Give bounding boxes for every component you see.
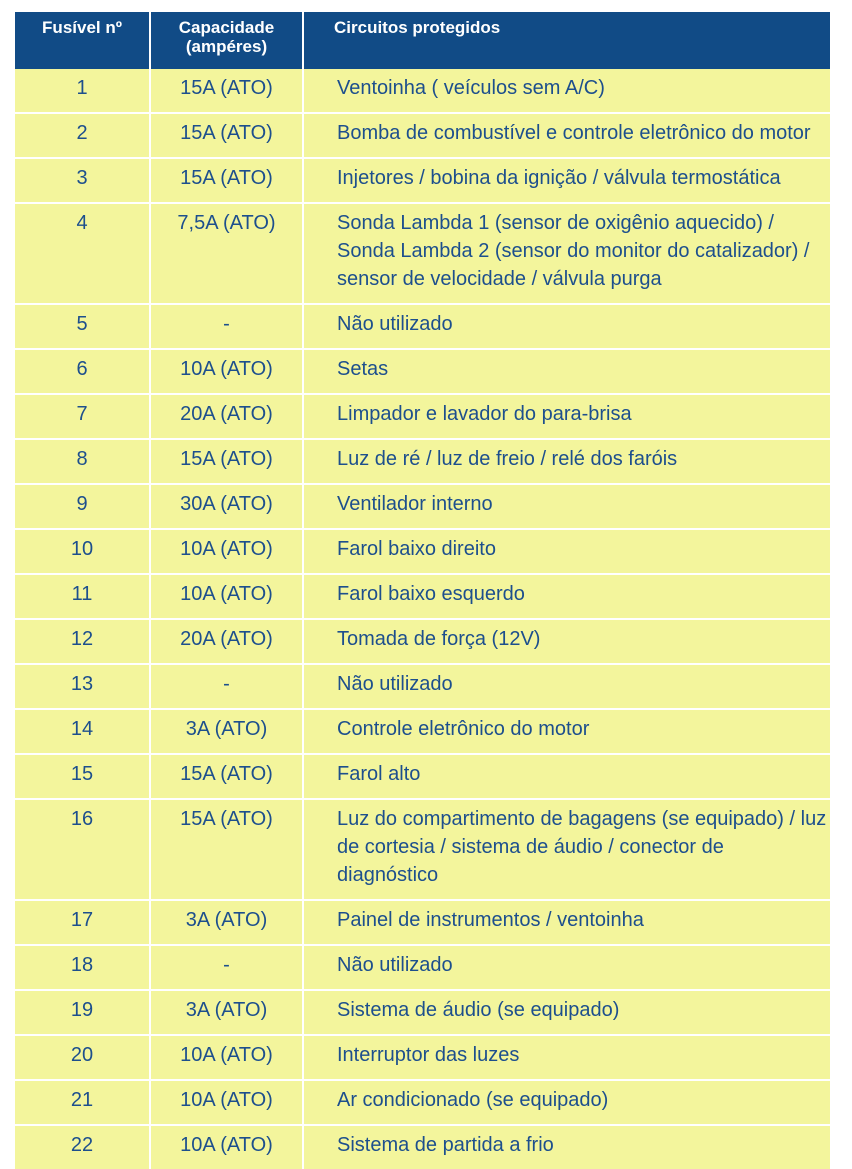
circuit-cell: Luz de ré / luz de freio / relé dos faróis [303, 439, 830, 484]
table-row [15, 619, 830, 664]
capacity-cell: 30A (ATO) [150, 484, 303, 529]
fuse-number-cell: 1 [15, 69, 150, 113]
capacity-cell: 10A (ATO) [150, 574, 303, 619]
fuse-number-cell: 2 [15, 113, 150, 158]
table-row [15, 990, 830, 1035]
table-row [15, 574, 830, 619]
table-row [15, 664, 830, 709]
circuit-cell: Não utilizado [303, 664, 830, 709]
circuit-cell: Bomba de combustível e controle eletrônico do motor [303, 113, 830, 158]
circuit-cell: Limpador e lavador do para-brisa [303, 394, 830, 439]
capacity-cell: 15A (ATO) [150, 113, 303, 158]
fuse-number-cell: 14 [15, 709, 150, 754]
header-fuse-number: Fusível nº [15, 12, 150, 69]
capacity-cell: 15A (ATO) [150, 158, 303, 203]
fuse-number-cell: 18 [15, 945, 150, 990]
fuse-number-cell: 6 [15, 349, 150, 394]
table-row [15, 754, 830, 799]
table-row [15, 709, 830, 754]
capacity-cell: 7,5A (ATO) [150, 203, 303, 304]
header-capacity-line2: (ampéres) [185, 37, 268, 56]
circuit-cell: Setas [303, 349, 830, 394]
fuse-number-cell: 20 [15, 1035, 150, 1080]
fuse-number-cell: 12 [15, 619, 150, 664]
circuit-cell: Não utilizado [303, 945, 830, 990]
table-row [15, 349, 830, 394]
table-row [15, 529, 830, 574]
capacity-cell: 10A (ATO) [150, 1080, 303, 1125]
fuse-number-cell: 10 [15, 529, 150, 574]
capacity-cell: 3A (ATO) [150, 709, 303, 754]
table-row [15, 1080, 830, 1125]
capacity-cell: 3A (ATO) [150, 990, 303, 1035]
fuse-number-cell: 7 [15, 394, 150, 439]
table-row [15, 69, 830, 113]
header-capacity [150, 12, 303, 69]
circuit-cell: Ventoinha ( veículos sem A/C) [303, 69, 830, 113]
table-row [15, 394, 830, 439]
fuse-number-cell: 19 [15, 990, 150, 1035]
table-row [15, 1035, 830, 1080]
circuit-cell: Tomada de força (12V) [303, 619, 830, 664]
fuse-number-cell: 3 [15, 158, 150, 203]
table-row [15, 439, 830, 484]
fuse-number-cell: 8 [15, 439, 150, 484]
capacity-cell: 15A (ATO) [150, 754, 303, 799]
header-capacity-line1: Capacidade [178, 18, 275, 37]
capacity-cell: 20A (ATO) [150, 619, 303, 664]
capacity-cell: 15A (ATO) [150, 69, 303, 113]
capacity-cell: 15A (ATO) [150, 799, 303, 900]
fuse-number-cell: 4 [15, 203, 150, 304]
header-row [15, 12, 830, 69]
capacity-cell: 10A (ATO) [150, 1035, 303, 1080]
circuit-cell: Farol baixo direito [303, 529, 830, 574]
table-row [15, 203, 830, 304]
circuit-cell: Farol alto [303, 754, 830, 799]
fuse-number-cell: 13 [15, 664, 150, 709]
circuit-cell: Não utilizado [303, 304, 830, 349]
table-body [15, 69, 830, 1169]
capacity-cell: 15A (ATO) [150, 439, 303, 484]
table-row [15, 900, 830, 945]
table-row [15, 1125, 830, 1169]
table-row [15, 484, 830, 529]
fuse-number-cell: 9 [15, 484, 150, 529]
circuit-cell: Controle eletrônico do motor [303, 709, 830, 754]
circuit-cell: Sistema de partida a frio [303, 1125, 830, 1169]
fuse-number-cell: 11 [15, 574, 150, 619]
fuse-table-container [15, 12, 830, 1169]
fuse-number-cell: 16 [15, 799, 150, 900]
table-row [15, 113, 830, 158]
circuit-cell: Injetores / bobina da ignição / válvula termostática [303, 158, 830, 203]
fuse-number-cell: 22 [15, 1125, 150, 1169]
table-row [15, 304, 830, 349]
circuit-cell: Ventilador interno [303, 484, 830, 529]
circuit-cell: Sonda Lambda 1 (sensor de oxigênio aquecido) / Sonda Lambda 2 (sensor do monitor do catalizador) / sensor de velocidade / válvula purga [303, 203, 830, 304]
fuse-number-cell: 21 [15, 1080, 150, 1125]
fuse-number-cell: 5 [15, 304, 150, 349]
circuit-cell: Ar condicionado (se equipado) [303, 1080, 830, 1125]
fuse-number-cell: 15 [15, 754, 150, 799]
fuse-table [15, 12, 830, 1169]
capacity-cell: - [150, 664, 303, 709]
circuit-cell: Farol baixo esquerdo [303, 574, 830, 619]
table-row [15, 158, 830, 203]
capacity-cell: 3A (ATO) [150, 900, 303, 945]
capacity-cell: - [150, 304, 303, 349]
header-circuits: Circuitos protegidos [303, 12, 830, 69]
capacity-cell: 10A (ATO) [150, 1125, 303, 1169]
circuit-cell: Luz do compartimento de bagagens (se equipado) / luz de cortesia / sistema de áudio / conector de diagnóstico [303, 799, 830, 900]
circuit-cell: Painel de instrumentos / ventoinha [303, 900, 830, 945]
capacity-cell: - [150, 945, 303, 990]
capacity-cell: 20A (ATO) [150, 394, 303, 439]
table-row [15, 799, 830, 900]
table-row [15, 945, 830, 990]
circuit-cell: Sistema de áudio (se equipado) [303, 990, 830, 1035]
circuit-cell: Interruptor das luzes [303, 1035, 830, 1080]
fuse-number-cell: 17 [15, 900, 150, 945]
capacity-cell: 10A (ATO) [150, 349, 303, 394]
table-header [15, 12, 830, 69]
capacity-cell: 10A (ATO) [150, 529, 303, 574]
